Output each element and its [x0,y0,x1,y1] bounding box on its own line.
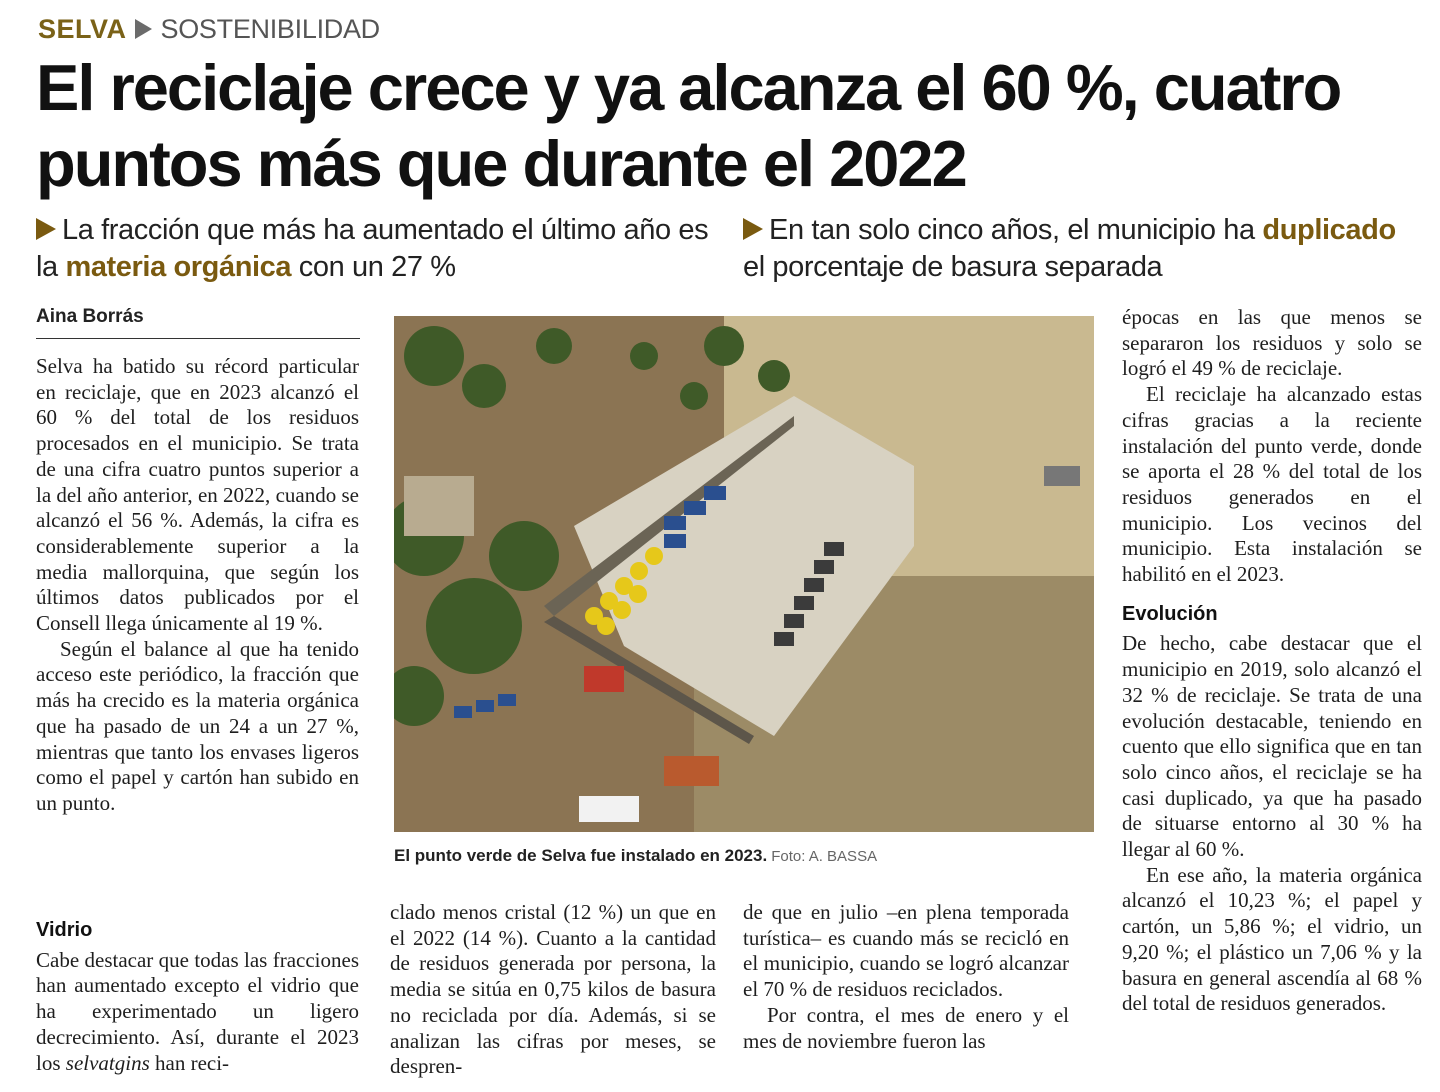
deck-arrow-icon [36,218,56,240]
photo [394,316,1094,832]
paragraph: clado menos cristal (12 %) un que en el 2022 (14 %). Cuanto a la cantidad de residuos generada por persona, la media se sitúa en 0,75 kilos de basura no reciclada por día. Además, si se analizan las cifras por meses, se despren- [390,900,716,1079]
paragraph [36,948,359,1077]
paragraph: de que en julio –en plena temporada turística– es cuando más se recicló en el municipio, cuando se logró alcanzar el 70 % de residuos reciclados. [743,900,1069,1002]
deck-right-post: el porcentaje de basura separada [743,251,1163,283]
column-3 [743,900,1069,1054]
section-subtitle: SOSTENIBILIDAD [160,13,380,44]
paragraph: épocas en las que menos se separaron los residuos y solo se logró el 49 % de reciclaje. [1122,305,1422,381]
photo-credit: Foto: A. BASSA [771,848,878,865]
section-arrow-icon [135,19,152,39]
deck-left [36,212,726,286]
deck-left-post: con un 27 % [291,251,456,283]
aerial-photo-illustration [394,316,1094,832]
deck-right-bold: duplicado [1262,214,1396,246]
paragraph: Por contra, el mes de enero y el mes de noviembre fueron las [743,1002,1069,1053]
section-header [38,12,380,46]
deck-left-bold: materia orgánica [65,251,292,283]
subheading-evolucion: Evolución [1122,602,1218,625]
column-1 [36,354,359,817]
deck-right [743,212,1423,286]
paragraph: Según el balance al que ha tenido acceso este periódico, la fracción que más ha crecido es la materia orgánica que ha pasado de un 24 a un 27 %, mientras que tanto los envases ligeros como el papel y cartón han subido en un punto. [36,636,359,815]
paragraph-text: Cabe destacar que todas las fracciones han aumentado excepto el vidrio que ha experimentado un ligero decrecimiento. Así, durante el 2023 los [36,947,359,1075]
paragraph: El reciclaje ha alcanzado estas cifras gracias a la reciente instalación del punto verde, donde se aporta el 28 % del total de los residuos generados en el municipio. Los vecinos del municipio. Esta instalación se habilitó en el 2023. [1122,382,1422,587]
emphasis-text: selvatgins [65,1050,150,1075]
section-name: SELVA [38,13,127,44]
van [579,796,639,822]
deck-left-pre: La fracción que más ha aumentado el último año es la [36,214,709,283]
truck [664,756,719,786]
byline: Aina Borrás [36,306,360,339]
paragraph: En ese año, la materia orgánica alcanzó el 10,23 %; el papel y cartón, un 5,86 %; el vidrio, un 9,20 %; el plástico un 7,06 % y la basura en general ascendía al 68 % del total de residuos generados. [1122,862,1422,1016]
paragraph: Selva ha batido su récord particular en reciclaje, que en 2023 alcanzó el 60 % del total de los residuos procesados en el municipio. Se trata de una cifra cuatro puntos superior a la del año anterior, en 2022, cuando se alcanzó el 56 %. Además, la cifra es considerablemente superior a la media mallorquina, que según los últimos datos publicados por el Consell llega únicamente al 19 %. [36,354,359,636]
column-1-bottom [36,918,359,1076]
paragraph: De hecho, cabe destacar que el municipio en 2019, solo alcanzó el 32 % de reciclaje. Se trata de una evolución destacable, teniendo en cuento que ello significa que en tan solo cinco años, el reciclaje se ha casi duplicado, ya que ha pasado de situarse entorno al 30 % ha llegar al 60 %. [1122,631,1422,862]
building [404,476,474,536]
deck-right-pre: En tan solo cinco años, el municipio ha [769,214,1263,246]
column-4 [1122,305,1422,1017]
headline: El reciclaje crece y ya alcanza el 60 %, cuatro puntos más que durante el 2022 [36,51,1341,200]
paragraph-text: han reci- [149,1050,230,1075]
photo-caption [394,846,1094,866]
column-2 [390,900,716,1080]
subheading-vidrio: Vidrio [36,919,93,941]
parked-car [1044,466,1080,486]
deck-arrow-icon [743,218,763,240]
caption-text: El punto verde de Selva fue instalado en 2023. [394,846,768,865]
red-container [584,666,624,692]
